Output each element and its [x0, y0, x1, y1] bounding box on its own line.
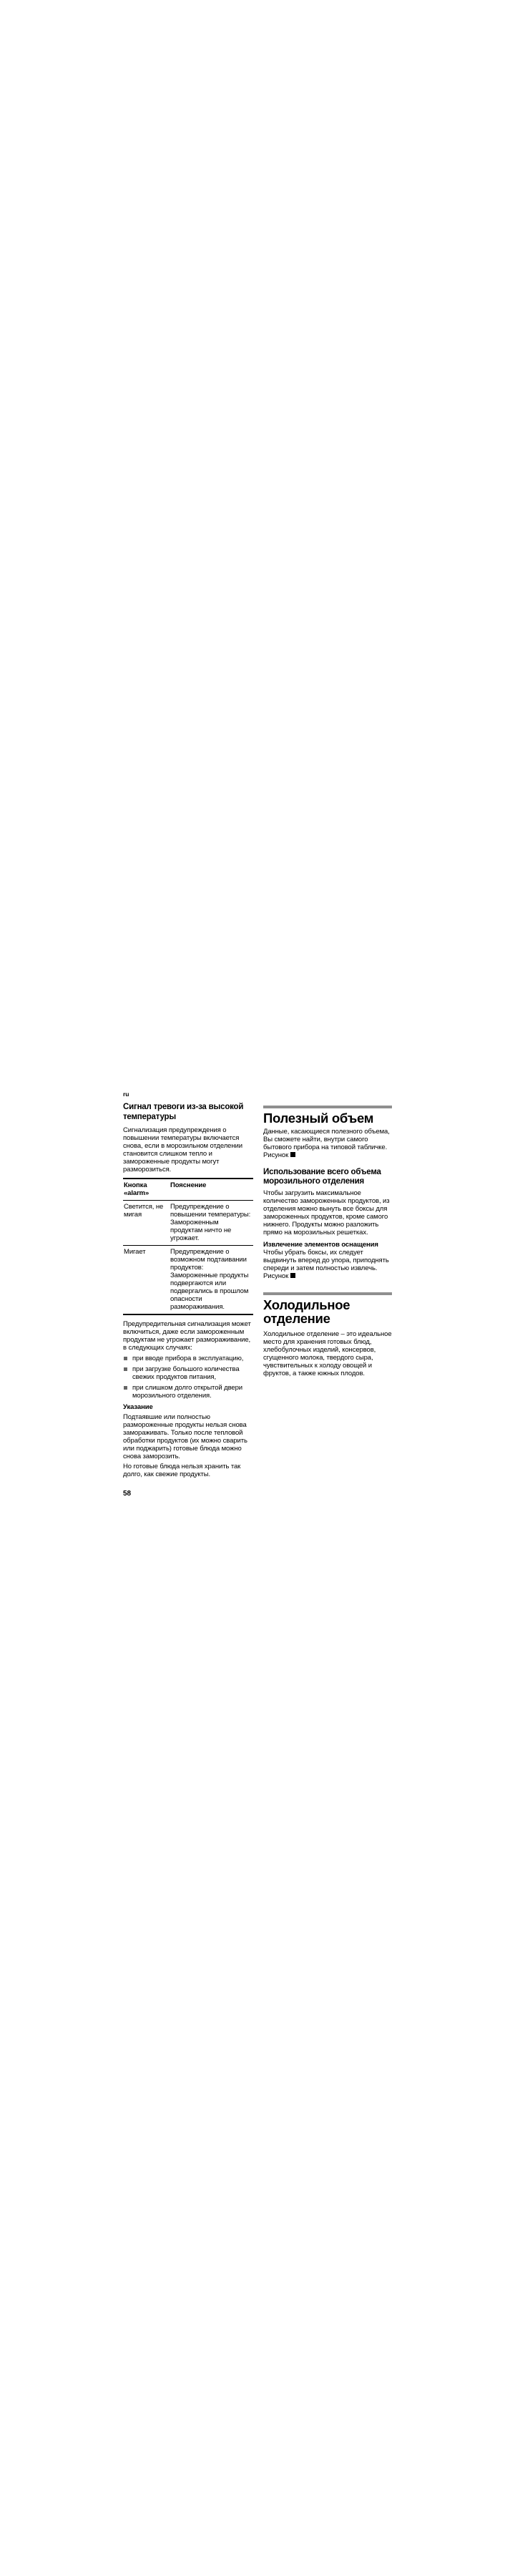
fridge-compartment-text: Холодильное отделение – это идеальное место для хранения готовых блюд, хлебобулочных изделий, консервов, сгущенного молока, твердого сыра, чувствительных к холоду овощей и фруктов, а также южных плодов. [263, 1330, 392, 1377]
page-number: 58 [123, 1490, 132, 1498]
bullet-square-icon [124, 1367, 127, 1371]
removal-paragraph [263, 1241, 392, 1280]
note-text-2: Но готовые блюда нельзя хранить так долго, как свежие продукты. [123, 1463, 241, 1478]
alarm-button-table [123, 1178, 253, 1315]
table-header-button: Кнопка «alarm» [123, 1179, 170, 1201]
figure-ref-icon [290, 1273, 295, 1278]
language-code: ru [123, 1091, 129, 1098]
list-item [123, 1384, 253, 1400]
table-row [123, 1201, 253, 1246]
alarm-state-cell: Светится, не мигая [123, 1201, 170, 1246]
useful-volume-text [263, 1128, 392, 1159]
warning-cases-intro: Предупредительная сигнализация может включиться, даже если замороженным продуктам не угрожает размораживание, в следующих случаях: [123, 1320, 251, 1352]
section-title-fridge-compartment: Холодильное отделение [263, 1297, 350, 1326]
table-header-meaning: Пояснение [170, 1179, 253, 1201]
right-column [263, 1088, 392, 1377]
list-item-text: при загрузке большого количества свежих продуктов питания, [132, 1365, 240, 1381]
section-divider-bar [263, 1292, 392, 1295]
removal-label: Извлечение элементов оснащения [263, 1241, 378, 1249]
subsection-title-full-volume: Использование всего объема морозильного отделения [263, 1168, 381, 1186]
warning-cases-list [123, 1355, 253, 1400]
figure-ref-icon [290, 1152, 295, 1157]
list-item-text: при вводе прибора в эксплуатацию, [132, 1355, 244, 1362]
list-item-text: при слишком долго открытой двери морозильного отделения. [132, 1384, 242, 1400]
left-column [123, 1088, 253, 1498]
removal-text-body: Чтобы убрать боксы, их следует выдвинуть вперед до упора, приподнять спереди и затем полностью извлечь. Рисунок [263, 1249, 389, 1280]
section-divider-bar [263, 1106, 392, 1108]
list-item [123, 1355, 253, 1362]
useful-volume-text-body: Данные, касающиеся полезного объема, Вы сможете найти, внутри самого бытового прибора на типовой табличке. Рисунок [263, 1128, 390, 1159]
section-title-temperature-alarm: Сигнал тревоги из-за высокой температуры [123, 1103, 244, 1121]
note-text: Подтаявшие или полностью размороженные продукты нельзя снова замораживать. Только после тепловой обработки продуктов (их можно сварить или поджарить) готовые блюда можно снова заморозить. [123, 1413, 247, 1460]
bullet-square-icon [124, 1357, 127, 1360]
alarm-meaning-cell: Предупреждение о возможном подтаивании продуктов: Замороженные продукты подвергаются или подвергались в прошлом опасности размораживания. [170, 1248, 249, 1311]
table-header-row [123, 1179, 253, 1201]
list-item [123, 1365, 253, 1381]
note-label: Указание [123, 1403, 153, 1411]
table-row [123, 1246, 253, 1315]
bullet-square-icon [124, 1386, 127, 1390]
alarm-meaning-cell: Предупреждение о повышении температуры: Замороженным продуктам ничто не угрожает. [170, 1201, 253, 1246]
alarm-state-cell: Мигает [124, 1248, 146, 1256]
temperature-alarm-intro: Сигнализация предупреждения о повышении температуры включается снова, если в морозильном отделении становится слишком тепло и замороженные продукты могут разморозиться. [123, 1126, 242, 1174]
full-volume-text: Чтобы загрузить максимальное количество замороженных продуктов, из отделения можно вынуть все боксы для замороженных продуктов, кроме самого нижнего. Продукты можно разложить прямо на морозильных решетках. [263, 1189, 390, 1236]
section-title-useful-volume: Полезный объем [263, 1110, 374, 1126]
